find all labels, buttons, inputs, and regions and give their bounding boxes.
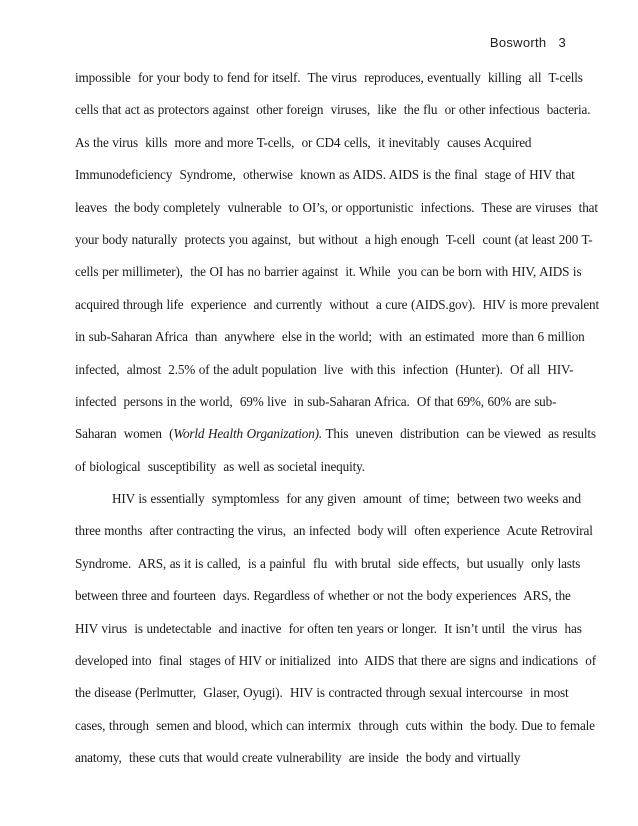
text-line: your body naturally protects you against, but without a high enough T-cell count (at least 200 T- — [75, 231, 593, 247]
text-line: infected persons in the world, 69% live in sub-Saharan Africa. Of that 69%, 60% are sub- — [75, 393, 557, 409]
page-number: 3 — [558, 35, 566, 50]
text-line: infected, almost 2.5% of the adult population live with this infection (Hunter). Of all HIV- — [75, 361, 574, 377]
text-line: cells per millimeter), the OI has no barrier against it. While you can be born with HIV, AIDS is — [75, 264, 582, 280]
line-segment: Saharan women ( — [75, 426, 174, 442]
text-line: three months after contracting the virus, an infected body will often experience Acute Retroviral — [75, 523, 593, 539]
text-line: Immunodeficiency Syndrome, otherwise known as AIDS. AIDS is the final stage of HIV that — [75, 167, 575, 183]
text-line: leaves the body completely vulnerable to OI’s, or opportunistic infections. These are viruses that — [75, 199, 598, 215]
paragraph-first-line: HIV is essentially symptomless for any given amount of time; between two weeks and — [112, 491, 581, 507]
text-line: Syndrome. ARS, as it is called, is a painful flu with brutal side effects, but usually only lasts — [75, 555, 581, 571]
text-line: cells that act as protectors against other foreign viruses, like the flu or other infectious bacteria. — [75, 102, 591, 118]
running-header — [490, 35, 566, 50]
text-line: HIV virus is undetectable and inactive for often ten years or longer. It isn’t until the virus has — [75, 620, 582, 636]
header-author: Bosworth — [489, 35, 547, 50]
text-line: As the virus kills more and more T-cells, or CD4 cells, it inevitably causes Acquired — [75, 134, 532, 150]
text-line: acquired through life experience and currently without a cure (AIDS.gov). HIV is more prevalent — [75, 296, 600, 312]
body-text — [75, 69, 600, 782]
text-line: the disease (Perlmutter, Glaser, Oyugi). HIV is contracted through sexual intercourse in most — [75, 685, 569, 701]
text-line: developed into final stages of HIV or initialized into AIDS that there are signs and indications of — [75, 653, 596, 669]
text-line: anatomy, these cuts that would create vulnerability are inside the body and virtually — [75, 750, 521, 766]
text-line: in sub-Saharan Africa than anywhere else in the world; with an estimated more than 6 million — [75, 329, 585, 345]
text-line: cases, through semen and blood, which can intermix through cuts within the body. Due to female — [75, 717, 595, 733]
text-line: impossible for your body to fend for itself. The virus reproduces, eventually killing all T-cells — [75, 70, 583, 85]
text-line: between three and fourteen days. Regardless of whether or not the body experiences ARS, the — [75, 588, 571, 604]
italic-citation: World Health Organization). — [173, 426, 323, 442]
line-segment: This uneven distribution can be viewed as results — [322, 426, 596, 442]
text-line: of biological susceptibility as well as societal inequity. — [75, 458, 365, 474]
text-line-with-citation — [75, 425, 596, 457]
